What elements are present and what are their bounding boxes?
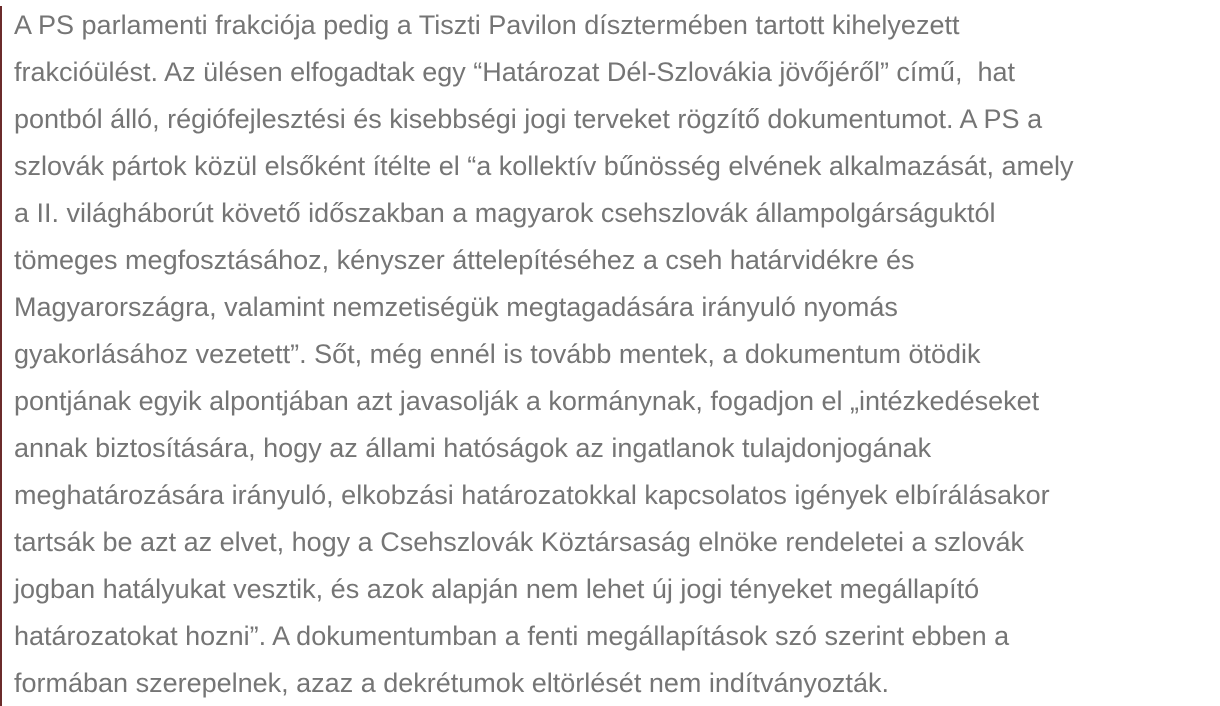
paragraph-line: pontjának egyik alpontjában azt javasolják a kormánynak, fogadjon el „intézkedéseket xyxy=(14,386,1040,416)
paragraph-line: meghatározására irányuló, elkobzási határozatokkal kapcsolatos igények elbírálásakor xyxy=(14,480,1050,510)
left-edge-line xyxy=(0,6,2,706)
paragraph-line: pontból álló, régiófejlesztési és kisebbségi jogi terveket rögzítő dokumentumot. A PS a xyxy=(14,104,1043,134)
paragraph-line: A PS parlamenti frakciója pedig a Tiszti Pavilon dísztermében tartott kihelyezett xyxy=(14,10,960,40)
paragraph-line: jogban hatályukat vesztik, és azok alapján nem lehet új jogi tényeket megállapító xyxy=(14,574,980,604)
paragraph-line: frakcióülést. Az ülésen elfogadtak egy “Határozat Dél-Szlovákia jövőjéről” című, hat xyxy=(14,57,1015,87)
paragraph-line: tömeges megfosztásához, kényszer áttelepítéséhez a cseh határvidékre és xyxy=(14,245,915,275)
paragraph-line: Magyarországra, valamint nemzetiségük megtagadására irányuló nyomás xyxy=(14,292,898,322)
paragraph-line: tartsák be azt az elvet, hogy a Csehszlovák Köztársaság elnöke rendeletei a szlovák xyxy=(14,527,1025,557)
article-paragraph xyxy=(14,2,1214,706)
paragraph-line: gyakorlásához vezetett”. Sőt, még ennél is tovább mentek, a dokumentum ötödik xyxy=(14,339,981,369)
paragraph-line: formában szerepelnek, azaz a dekrétumok eltörlését nem indítványozták. xyxy=(14,668,889,698)
paragraph-line: szlovák pártok közül elsőként ítélte el “a kollektív bűnösség elvének alkalmazását, amely xyxy=(14,151,1074,181)
paragraph-line: a II. világháborút követő időszakban a magyarok csehszlovák állampolgárságuktól xyxy=(14,198,996,228)
paragraph-line: annak biztosítására, hogy az állami hatóságok az ingatlanok tulajdonjogának xyxy=(14,433,932,463)
paragraph-line: határozatokat hozni”. A dokumentumban a fenti megállapítások szó szerint ebben a xyxy=(14,621,1010,651)
